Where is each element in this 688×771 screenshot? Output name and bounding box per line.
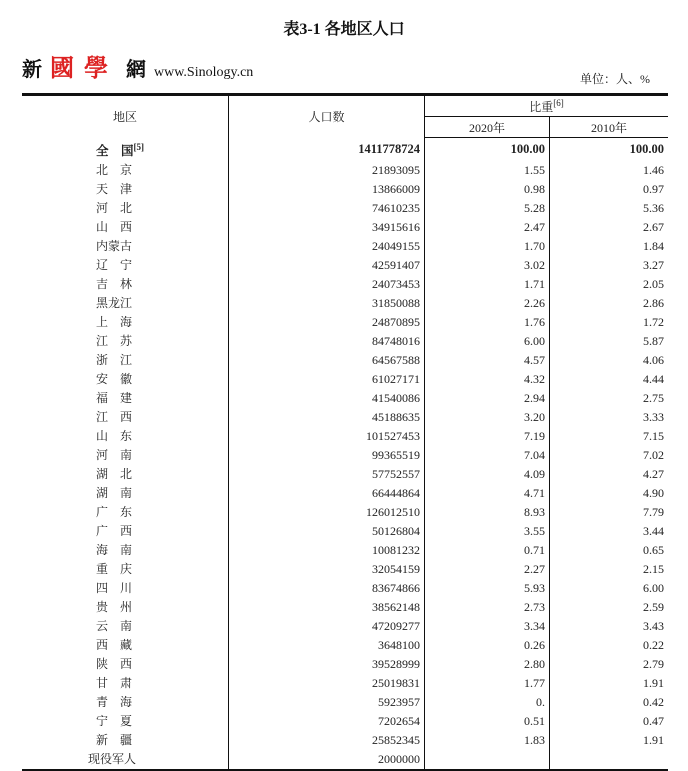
region-cell: 宁 夏 [96, 713, 133, 728]
region-cell: 江 西 [96, 409, 133, 424]
share-2020-cell: 0. [425, 693, 550, 712]
share-2020-cell: 0.26 [425, 636, 550, 655]
table-row [22, 560, 668, 579]
share-2020-cell: 6.00 [425, 332, 550, 351]
table-row [22, 503, 668, 522]
population-cell: 101527453 [229, 427, 425, 446]
sinology-watermark [22, 48, 254, 82]
total-note: [5] [133, 141, 145, 152]
population-cell: 24049155 [229, 237, 425, 256]
population-cell: 74610235 [229, 199, 425, 218]
header-share [425, 95, 669, 117]
table-row [22, 674, 668, 693]
share-2010-cell: 2.86 [550, 294, 669, 313]
share-2010-cell: 0.97 [550, 180, 669, 199]
population-cell: 66444864 [229, 484, 425, 503]
share-2010-cell: 0.65 [550, 541, 669, 560]
share-2010-cell: 1.84 [550, 237, 669, 256]
table-row [22, 617, 668, 636]
share-2020-cell [425, 750, 550, 770]
header-region: 地区 [22, 95, 229, 138]
table-row [22, 465, 668, 484]
share-2010-cell: 4.90 [550, 484, 669, 503]
population-cell: 99365519 [229, 446, 425, 465]
share-2020-cell: 2.27 [425, 560, 550, 579]
region-cell: 湖 南 [96, 485, 133, 500]
share-2010-cell: 1.91 [550, 731, 669, 750]
share-2010-cell: 2.79 [550, 655, 669, 674]
population-cell: 2000000 [229, 750, 425, 770]
table-row [22, 199, 668, 218]
table-row [22, 484, 668, 503]
share-2020-cell: 3.20 [425, 408, 550, 427]
region-cell: 上 海 [96, 314, 133, 329]
share-2010-cell: 2.75 [550, 389, 669, 408]
share-2020-cell: 2.73 [425, 598, 550, 617]
share-2010-cell: 2.59 [550, 598, 669, 617]
table-row [22, 750, 668, 770]
header-2010: 2010年 [550, 117, 669, 138]
region-cell: 吉 林 [96, 276, 133, 291]
table-row [22, 256, 668, 275]
population-cell: 45188635 [229, 408, 425, 427]
unit-label: 单位：人、% [580, 72, 650, 86]
region-cell: 安 徽 [96, 371, 133, 386]
region-cell: 福 建 [96, 390, 133, 405]
region-cell: 现役军人 [22, 750, 229, 770]
share-2020-cell: 8.93 [425, 503, 550, 522]
share-2010-cell: 4.06 [550, 351, 669, 370]
total-name: 全 国 [96, 143, 134, 158]
share-2020-cell: 0.98 [425, 180, 550, 199]
share-2010-cell: 2.05 [550, 275, 669, 294]
table-row [22, 351, 668, 370]
share-2020-cell: 1.71 [425, 275, 550, 294]
region-cell: 贵 州 [96, 599, 133, 614]
table-row [22, 636, 668, 655]
table-row [22, 655, 668, 674]
region-cell: 江 苏 [96, 333, 133, 348]
share-2020-cell: 4.71 [425, 484, 550, 503]
table-row [22, 408, 668, 427]
table-row [22, 275, 668, 294]
population-table [22, 93, 668, 771]
population-cell: 41540086 [229, 389, 425, 408]
share-2010-cell: 7.02 [550, 446, 669, 465]
population-cell: 84748016 [229, 332, 425, 351]
share-2010-cell: 3.43 [550, 617, 669, 636]
share-2010-cell: 3.44 [550, 522, 669, 541]
table-row [22, 332, 668, 351]
watermark-char-xin: 新 [22, 59, 42, 81]
share-2010-cell: 1.46 [550, 161, 669, 180]
population-cell: 47209277 [229, 617, 425, 636]
table-row [22, 218, 668, 237]
header-share-label: 比重 [529, 99, 554, 114]
table-row [22, 294, 668, 313]
share-2020-cell: 3.55 [425, 522, 550, 541]
share-2020-cell: 1.70 [425, 237, 550, 256]
region-cell: 海 南 [96, 542, 133, 557]
population-cell: 7202654 [229, 712, 425, 731]
share-2020-cell: 100.00 [425, 138, 550, 161]
population-cell: 64567588 [229, 351, 425, 370]
region-cell: 河 南 [96, 447, 133, 462]
share-2010-cell: 100.00 [550, 138, 669, 161]
share-2010-cell: 3.27 [550, 256, 669, 275]
population-cell: 34915616 [229, 218, 425, 237]
share-2010-cell: 0.42 [550, 693, 669, 712]
population-cell: 50126804 [229, 522, 425, 541]
region-cell [22, 138, 229, 161]
share-2010-cell: 5.36 [550, 199, 669, 218]
share-2020-cell: 5.28 [425, 199, 550, 218]
table-row [22, 446, 668, 465]
population-cell: 38562148 [229, 598, 425, 617]
population-cell: 13866009 [229, 180, 425, 199]
share-2010-cell: 2.15 [550, 560, 669, 579]
population-cell: 1411778724 [229, 138, 425, 161]
table-row [22, 427, 668, 446]
share-2020-cell: 7.19 [425, 427, 550, 446]
share-2020-cell: 4.32 [425, 370, 550, 389]
share-2020-cell: 5.93 [425, 579, 550, 598]
region-cell: 新 疆 [96, 732, 133, 747]
population-cell: 5923957 [229, 693, 425, 712]
table-title: 表3-1 各地区人口 [283, 21, 405, 38]
region-cell: 青 海 [96, 694, 133, 709]
region-cell: 河 北 [96, 200, 133, 215]
share-2010-cell: 1.91 [550, 674, 669, 693]
share-2010-cell [550, 750, 669, 770]
population-cell: 3648100 [229, 636, 425, 655]
region-cell: 广 东 [96, 504, 133, 519]
share-2010-cell: 7.79 [550, 503, 669, 522]
table-row-total [22, 138, 668, 161]
population-cell: 10081232 [229, 541, 425, 560]
region-cell: 四 川 [96, 580, 133, 595]
table-row [22, 161, 668, 180]
table-row [22, 180, 668, 199]
population-cell: 42591407 [229, 256, 425, 275]
share-2020-cell: 3.02 [425, 256, 550, 275]
watermark-char-wang: 網 [126, 59, 146, 81]
region-cell: 云 南 [96, 618, 133, 633]
region-cell: 甘 肃 [96, 675, 133, 690]
share-2020-cell: 4.09 [425, 465, 550, 484]
header-share-note: [6] [553, 97, 564, 108]
share-2020-cell: 2.80 [425, 655, 550, 674]
table-row [22, 731, 668, 750]
region-cell: 陕 西 [96, 656, 133, 671]
population-cell: 39528999 [229, 655, 425, 674]
population-cell: 83674866 [229, 579, 425, 598]
share-2020-cell: 2.26 [425, 294, 550, 313]
share-2010-cell: 0.47 [550, 712, 669, 731]
share-2010-cell: 7.15 [550, 427, 669, 446]
share-2020-cell: 0.51 [425, 712, 550, 731]
table-row [22, 541, 668, 560]
share-2010-cell: 1.72 [550, 313, 669, 332]
region-cell: 浙 江 [96, 352, 133, 367]
share-2020-cell: 4.57 [425, 351, 550, 370]
table-row [22, 370, 668, 389]
share-2010-cell: 3.33 [550, 408, 669, 427]
region-cell: 内蒙古 [96, 238, 133, 253]
population-cell: 32054159 [229, 560, 425, 579]
share-2010-cell: 2.67 [550, 218, 669, 237]
table-row [22, 712, 668, 731]
population-cell: 24073453 [229, 275, 425, 294]
population-cell: 61027171 [229, 370, 425, 389]
share-2020-cell: 2.47 [425, 218, 550, 237]
share-2020-cell: 1.77 [425, 674, 550, 693]
share-2020-cell: 1.76 [425, 313, 550, 332]
table-row [22, 313, 668, 332]
region-cell: 黑龙江 [96, 295, 133, 310]
table-row [22, 579, 668, 598]
share-2010-cell: 0.22 [550, 636, 669, 655]
table-row [22, 693, 668, 712]
share-2020-cell: 2.94 [425, 389, 550, 408]
share-2020-cell: 1.83 [425, 731, 550, 750]
share-2010-cell: 4.27 [550, 465, 669, 484]
region-cell: 重 庆 [96, 561, 133, 576]
table-row [22, 389, 668, 408]
population-cell: 25852345 [229, 731, 425, 750]
region-cell: 北 京 [96, 162, 133, 177]
share-2020-cell: 0.71 [425, 541, 550, 560]
population-cell: 31850088 [229, 294, 425, 313]
region-cell: 西 藏 [96, 637, 133, 652]
share-2020-cell: 1.55 [425, 161, 550, 180]
region-cell: 天 津 [96, 181, 133, 196]
share-2010-cell: 4.44 [550, 370, 669, 389]
header-2020: 2020年 [425, 117, 550, 138]
table-row [22, 598, 668, 617]
share-2010-cell: 6.00 [550, 579, 669, 598]
share-2020-cell: 7.04 [425, 446, 550, 465]
table-row [22, 522, 668, 541]
population-cell: 25019831 [229, 674, 425, 693]
watermark-url: www.Sinology.cn [154, 65, 254, 80]
share-2010-cell: 5.87 [550, 332, 669, 351]
table-row [22, 237, 668, 256]
share-2020-cell: 3.34 [425, 617, 550, 636]
region-cell: 山 西 [96, 219, 133, 234]
region-cell: 山 东 [96, 428, 133, 443]
region-cell: 广 西 [96, 523, 133, 538]
population-cell: 21893095 [229, 161, 425, 180]
watermark-guoxue: 國學 [50, 56, 118, 82]
population-cell: 126012510 [229, 503, 425, 522]
region-cell: 辽 宁 [96, 257, 133, 272]
region-cell: 湖 北 [96, 466, 133, 481]
header-population: 人口数 [229, 95, 425, 138]
population-cell: 24870895 [229, 313, 425, 332]
population-cell: 57752557 [229, 465, 425, 484]
